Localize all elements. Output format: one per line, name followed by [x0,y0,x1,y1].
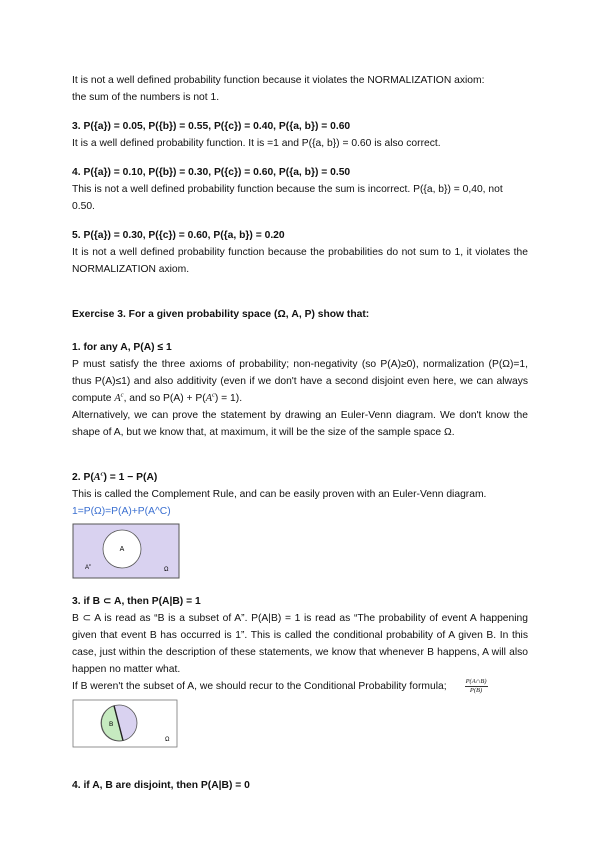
subset-venn-diagram [72,699,180,749]
venn-label-omega: Ω [165,737,170,744]
part2-heading: 2. $P(A^c) = 1 - P(A)$ [72,470,158,483]
part1-text-b: Alternatively, we can prove the statement by drawing an Euler-Venn diagram. We don't know the shape of A, but we know that, at maximum, it will be the size of the sample space Ω. [72,410,528,438]
part3-text: B ⊂ A is read as “B is a subset of A”. P(A|B) = 1 is read as “The probability of event A happening given that event B has occurred is 1”. This is called the conditional probability of A given B. In this case, just within the description of these statements, we know that whenever B happens, A will also happen no matter what. [72,613,528,675]
part1-text-a: P must satisfy the three axioms of probability; non-negativity (so P(A)≥0), normalization (P(Ω)=1, thus P(A)≤1) and also additivity (even if we don't have a second disjoint even here, we can always compute $A^c$, and so $P(A) + P(A^c) = 1$). [72,359,528,404]
part4-heading: 4. if A, B are disjoint, then P(A|B) = 0 [72,780,250,792]
venn-label-a: A [119,546,125,553]
venn-label-b: B [109,721,114,729]
part3-heading: 3. if B ⊂ A, then P(A|B) = 1 [72,596,201,607]
item3-heading: 3. P({a}) = 0.05, P({b}) = 0.55, P({c}) = 0.40, P({a, b}) = 0.60 [72,121,351,132]
item3-text: It is a well defined probability function. It is =1 and P({a, b}) = 0.60 is also correct. [72,138,441,149]
conditional-probability-fraction: $\frac{P(A\cap B)}{P(B)}$ [465,678,487,694]
part1-heading: 1. for any A, P(A) ≤ 1 [72,342,172,353]
item5-text: It is not a well defined probability function because the probabilities do not sum to 1, it violates the NORMALIZATION axiom. [72,247,528,275]
document-page [72,72,528,794]
a-complement-symbol: $A^c$ [205,391,215,404]
item4-heading: 4. P({a}) = 0.10, P({b}) = 0.30, P({c}) = 0.60, P({a, b}) = 0.50 [72,167,351,178]
part2-text: This is called the Complement Rule, and can be easily proven with an Euler-Venn diagram. [72,489,487,500]
item5-heading: 5. P({a}) = 0.30, P({c}) = 0.60, P({a, b}) = 0.20 [72,230,285,241]
complement-venn-diagram [72,523,182,581]
item4-text: This is not a well defined probability function because the sum is incorrect. P({a, b}) = 0,40, not 0.50. [72,184,503,212]
part3-text2: If B weren't the subset of A, we should recur to the Conditional Probability formula; $\frac{P(A\cap B)}{P(B)}$ [72,678,487,694]
a-complement-symbol: $A^c$ [114,391,124,404]
a-complement-symbol: $A^c$ [93,470,104,483]
venn-label-omega: Ω [164,567,169,573]
complement-formula: 1=P(Ω)=P(A)+P(A^C) [72,506,171,517]
intro-line-2: the sum of the numbers is not 1. [72,92,220,103]
intro-line-1: It is not a well defined probability function because it violates the NORMALIZATION axiom: [72,75,485,86]
exercise3-title: Exercise 3. For a given probability space (Ω, A, P) show that: [72,309,370,320]
venn-label-ac: $A^c$ [85,562,92,571]
